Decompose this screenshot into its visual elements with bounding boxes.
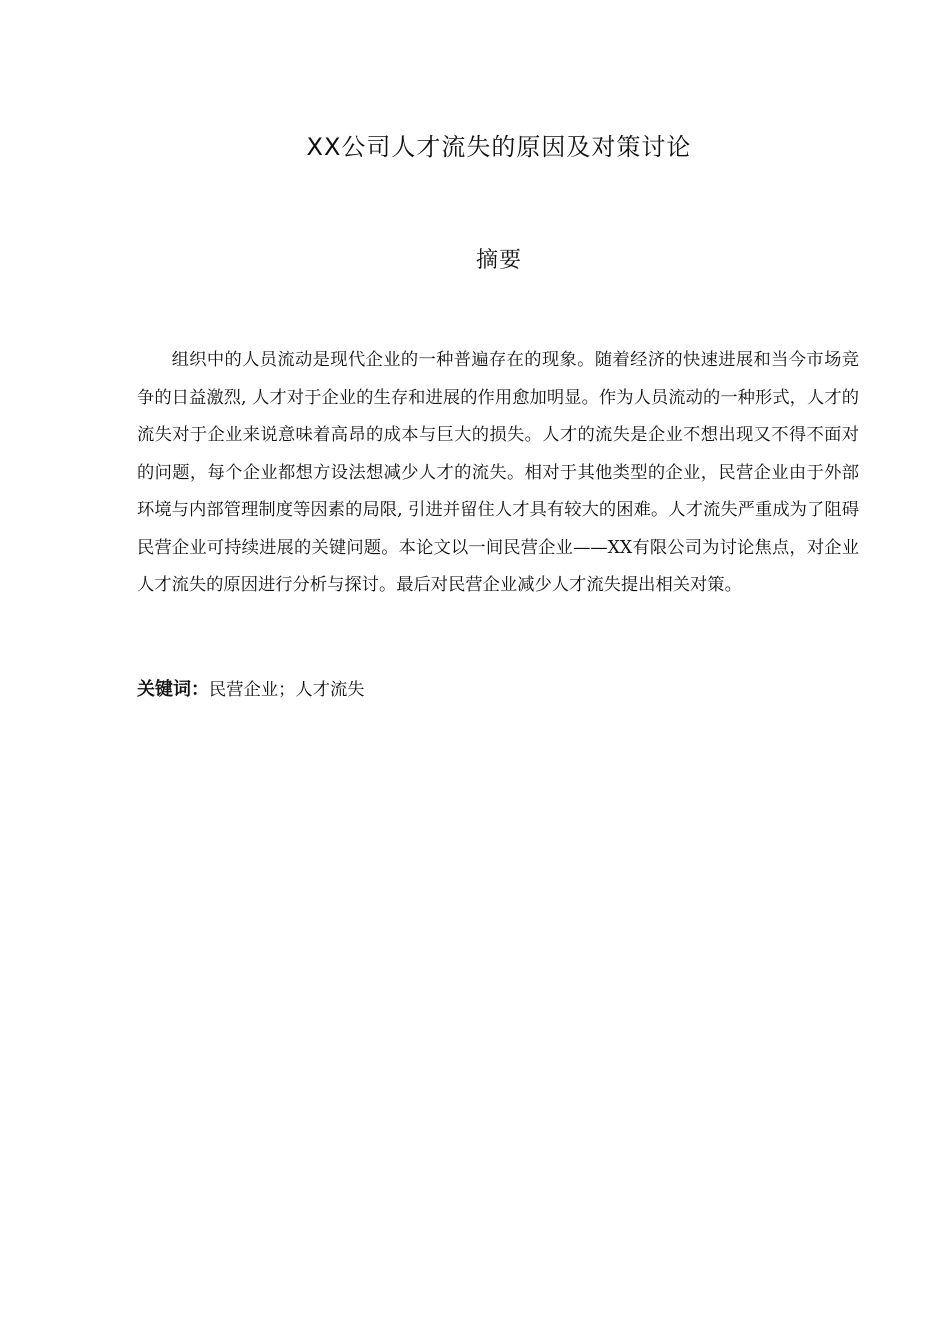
keywords-line [137,673,859,707]
keywords-label: 关键词： [137,679,209,700]
abstract-heading: 摘要 [475,248,522,273]
abstract-paragraph: 组织中的人员流动是现代企业的一种普遍存在的现象。随着经济的快速进展和当今市场竞争的日益激烈, 人才对于企业的生存和进展的作用愈加明显。作为人员流动的一种形式，人才的流失对于企业来说意味着高昂的成本与巨大的损失。人才的流失是企业不想出现又不得不面对的问题，每个企业都想方设法想减少人才的流失。相对于其他类型的企业，民营企业由于外部环境与内部管理制度等因素的局限, 引进并留住人才具有较大的困难。人才流失严重成为了阻碍民营企业可持续进展的关键问题。本论文以一间民营企业——XX有限公司为讨论焦点，对企业人才流失的原因进行分析与探讨。最后对民营企业减少人才流失提出相关对策。 [137,350,859,595]
keywords-value: 民营企业；人才流失 [209,680,365,700]
document-title: XX公司人才流失的原因及对策讨论 [306,133,692,161]
